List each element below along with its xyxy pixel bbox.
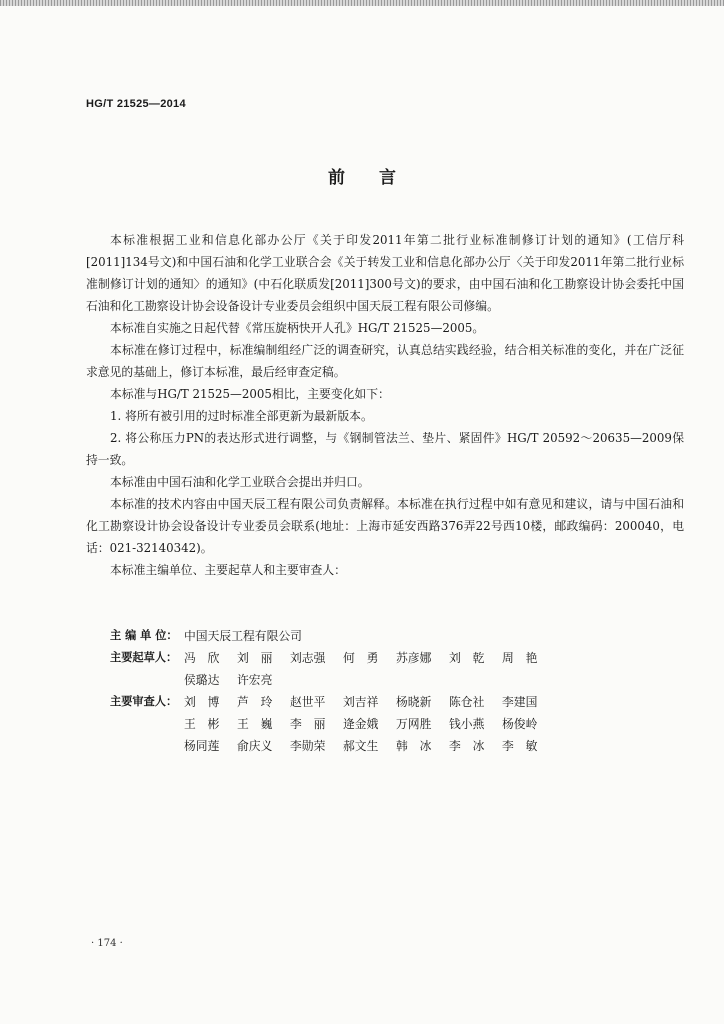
change-item-1: 1. 将所有被引用的过时标准全部更新为最新版本。 [110,409,373,423]
reviewer-name: 逄金娥 [343,717,379,731]
reviewer-name: 芦 玲 [237,695,273,709]
reviewer-name: 王 巍 [237,717,273,731]
drafter-name: 许宏亮 [237,673,273,687]
reviewer-name: 李建国 [502,695,538,709]
reviewer-name: 刘吉祥 [343,695,379,709]
reviewer-name: 万网胜 [396,717,432,731]
standard-code: HG/T 21525—2014 [86,98,186,110]
page-title: 前言 [328,168,430,188]
drafter-name: 何 勇 [343,651,379,665]
reviewer-name: 刘 博 [184,695,220,709]
change-item-2: 2. 将公称压力PN的表达形式进行调整，与《钢制管法兰、垫片、紧固件》HG/T 20592～20635—2009保持一致。 [86,431,684,467]
drafters-label: 主要起草人： [110,651,178,664]
paragraph-personnel-intro: 本标准主编单位、主要起草人和主要审查人： [110,563,346,577]
paragraph-proposer: 本标准由中国石油和化学工业联合会提出并归口。 [110,475,370,489]
reviewer-name: 韩 冰 [396,739,432,753]
reviewer-name: 李 敏 [502,739,538,753]
drafter-name: 周 艳 [502,651,538,665]
paragraph-replaces: 本标准自实施之日起代替《常压旋柄快开人孔》HG/T 21525—2005。 [110,321,485,335]
chief-unit-row [110,625,555,647]
reviewers-row-continued [110,713,555,735]
drafters-row-continued [110,669,555,691]
reviewer-name: 王 彬 [184,717,220,731]
chief-unit-name: 中国天辰工程有限公司 [184,629,302,643]
reviewer-name: 李勋荣 [290,739,326,753]
reviewers-row [110,691,555,713]
drafters-row [110,647,555,669]
reviewers-row-continued [110,735,555,757]
reviewer-name: 李 冰 [449,739,485,753]
drafter-name: 刘 乾 [449,651,485,665]
reviewer-name: 李 丽 [290,717,326,731]
reviewer-name: 陈仓社 [449,695,485,709]
paragraph-revision: 本标准在修订过程中，标准编制组经广泛的调查研究，认真总结实践经验，结合相关标准的变化，并在广泛征求意见的基础上，修订本标准，最后经审查定稿。 [86,343,684,379]
reviewer-name: 赵世平 [290,695,326,709]
reviewers-label: 主要审查人： [110,695,178,708]
foreword-body [86,229,684,581]
paragraph-origin: 本标准根据工业和信息化部办公厅《关于印发2011年第二批行业标准制修订计划的通知》(工信厅科[2011]134号文)和中国石油和化学工业联合会《关于转发工业和信息化部办公厅〈关于印发2011年第二批行业标准制修订计划的通知〉的通知》(中石化联质发[2011]300号文)的要求，由中国石油和化工勘察设计协会委托中国石油和化工勘察设计协会设备设计专业委员会组织中国天辰工程有限公司修编。 [86,233,684,313]
chief-unit-label: 主 编 单 位： [110,629,178,642]
personnel-list [110,625,555,757]
drafter-name: 冯 欣 [184,651,220,665]
drafter-name: 侯璐达 [184,673,220,687]
reviewer-name: 郝文生 [343,739,379,753]
reviewer-name: 杨晓新 [396,695,432,709]
paragraph-changes-intro: 本标准与HG/T 21525—2005相比，主要变化如下： [110,387,390,401]
reviewer-name: 俞庆义 [237,739,273,753]
paragraph-interpretation: 本标准的技术内容由中国天辰工程有限公司负责解释。本标准在执行过程中如有意见和建议，请与中国石油和化工勘察设计协会设备设计专业委员会联系(地址：上海市延安西路376弄22号西10楼，邮政编码：200040，电话：021-32140342)。 [86,497,684,555]
drafter-name: 苏彦娜 [396,651,432,665]
scan-edge [0,0,724,6]
page-number: · 174 · [91,938,123,949]
drafter-name: 刘志强 [290,651,326,665]
reviewer-name: 钱小燕 [449,717,485,731]
drafter-name: 刘 丽 [237,651,273,665]
reviewer-name: 杨同莲 [184,739,220,753]
reviewer-name: 杨俊岭 [502,717,538,731]
